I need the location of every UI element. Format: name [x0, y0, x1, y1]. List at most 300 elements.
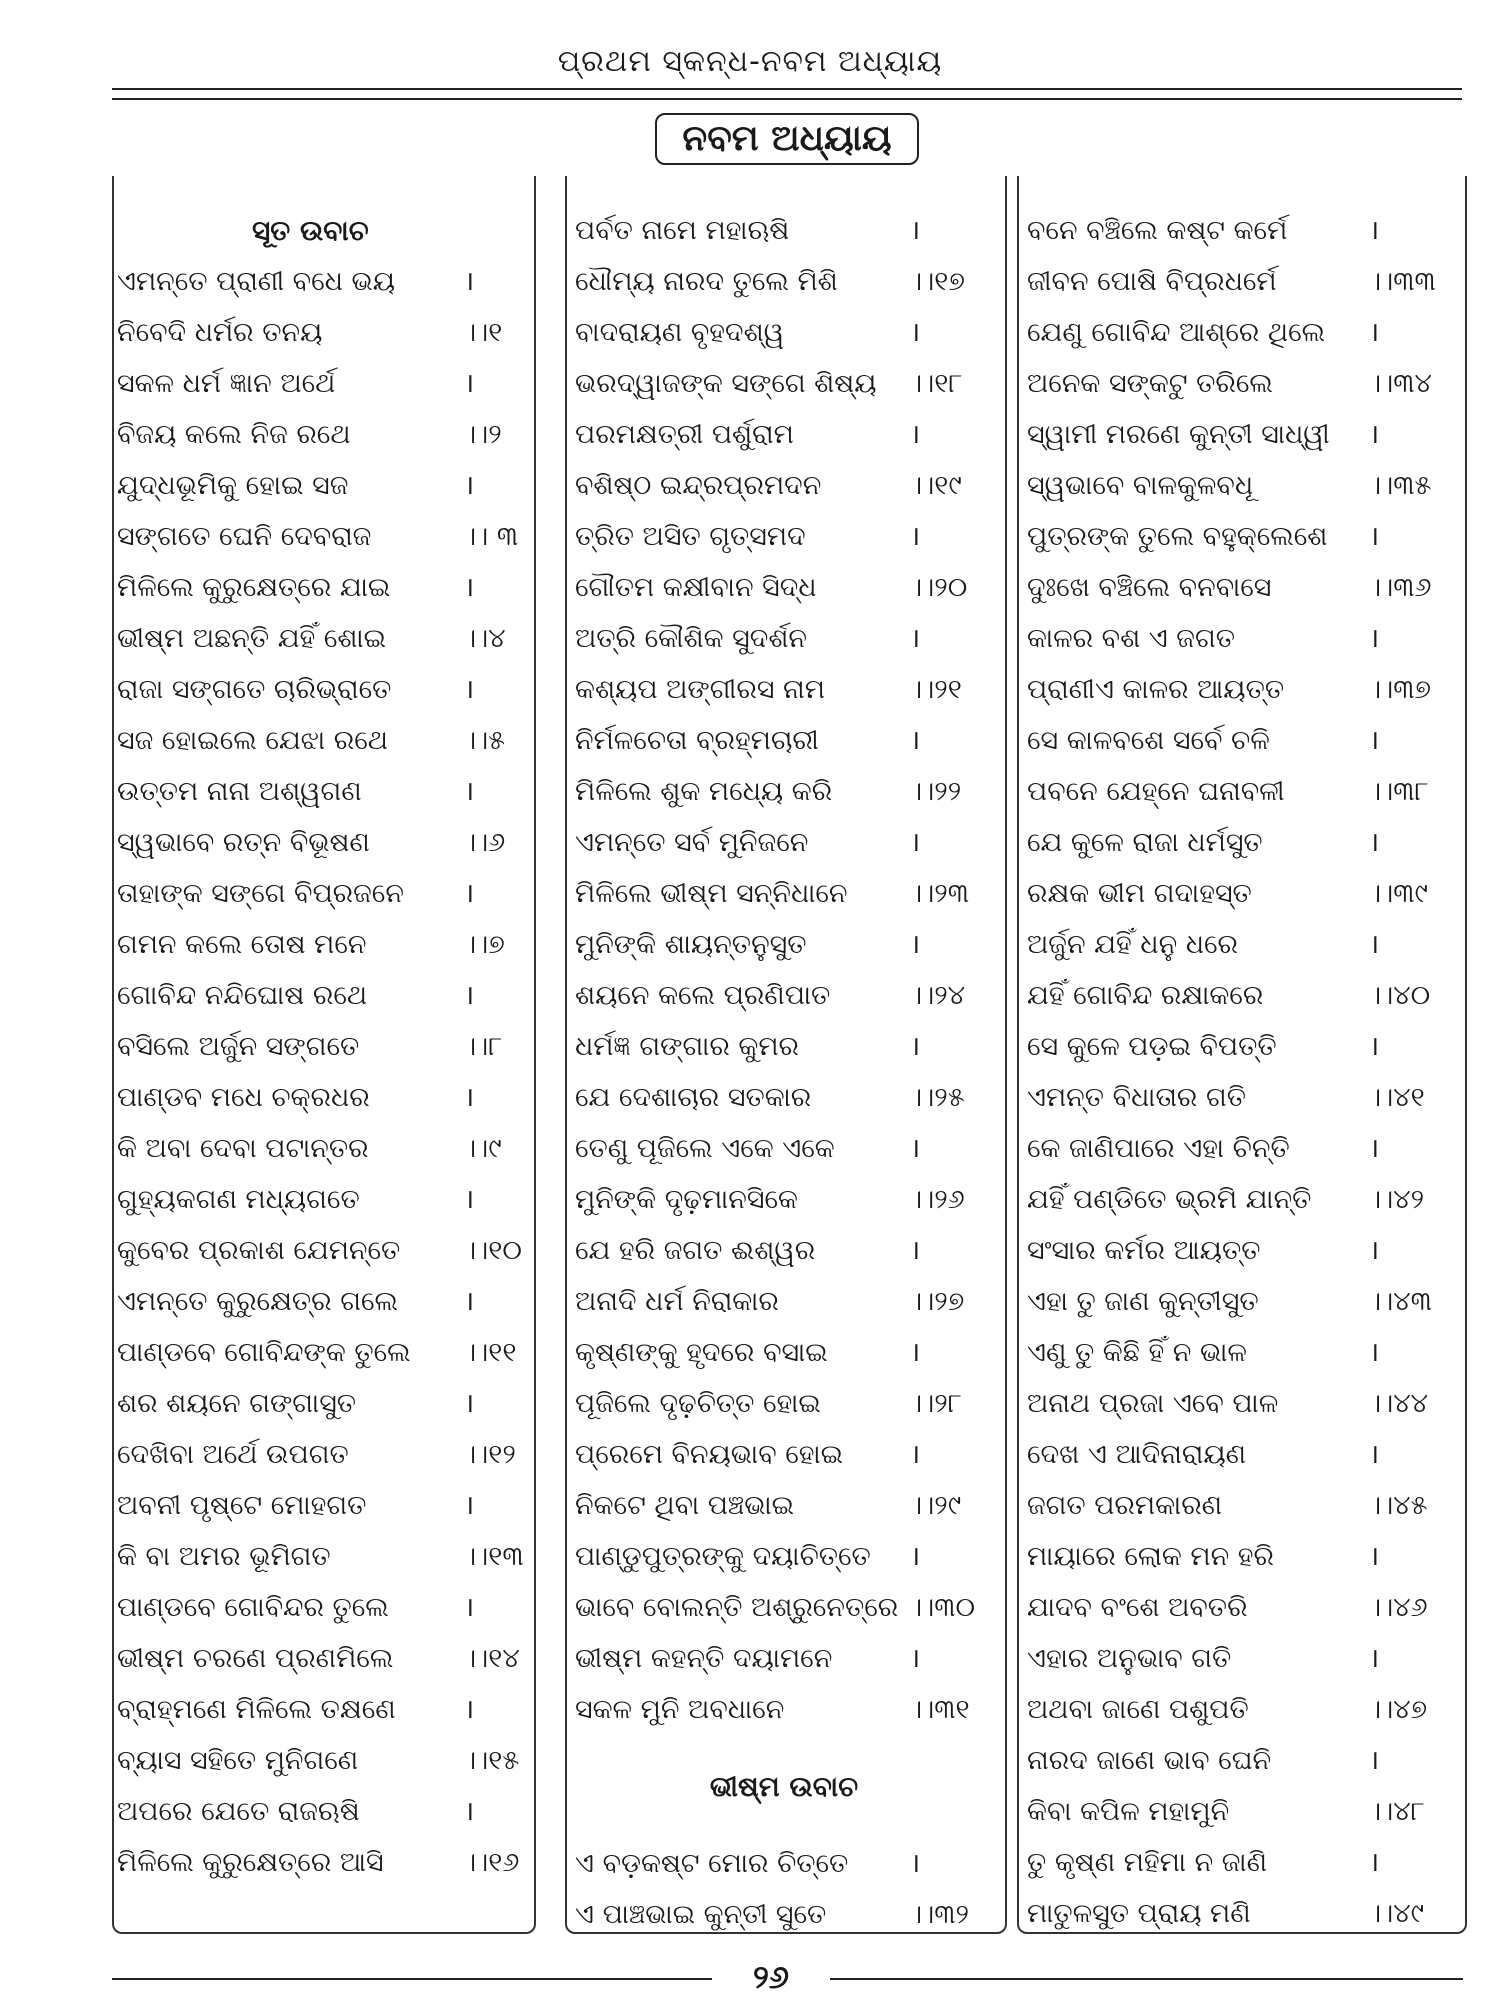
verse-line [112, 1225, 532, 1276]
verse-line [1017, 664, 1463, 715]
verse-text: ଧର୍ମଜ୍ଞ ଗଙ୍ଗାର କୁମର [575, 1031, 800, 1062]
verse-line [1017, 970, 1463, 1021]
verse-text: କି ଅବା ଦେବା ପଟାନ୍ତର [117, 1133, 369, 1164]
verse-line [565, 715, 1003, 766]
verse-line [1017, 1837, 1463, 1888]
verse-line [112, 1276, 532, 1327]
verse-text: ପୂଜିଲେ ଦୃଢ଼ଚିତ୍ତ ହୋଇ [575, 1388, 821, 1419]
verse-number: ।।୨୬ [910, 1184, 965, 1215]
verse-line [1017, 1531, 1463, 1582]
verse-number: । [910, 1235, 921, 1266]
verse-number: । [910, 929, 921, 960]
verse-text: ଏମନ୍ତେ ପ୍ରାଣୀ ବଧେ ଭୟ [117, 266, 396, 297]
verse-text: ତ୍ରିତ ଅସିତ ଗୃତ୍ସମଦ [575, 521, 806, 552]
verse-text: ଶର ଶୟନେ ଗଙ୍ଗାସୁତ [117, 1388, 357, 1419]
verse-line [565, 1429, 1003, 1480]
page-number: ୨୬ [752, 1958, 790, 1996]
verse-number: । [464, 980, 475, 1011]
verse-line [565, 1072, 1003, 1123]
verse-text: ସକଳ ମୁନି ଅବଧାନେ [575, 1694, 785, 1725]
verse-number: । [910, 725, 921, 756]
verse-text: ମିଳିଲେ କୁରୁକ୍ଷେତ୍ରେ ଆସି [117, 1847, 384, 1878]
verse-line [565, 1889, 1003, 1940]
verse-text: ତେଣୁ ପୂଜିଲେ ଏକେ ଏକେ [575, 1133, 835, 1164]
verse-text: ଏହାର ଅନୁଭାବ ଗତି [1027, 1643, 1232, 1674]
verse-text: ସଂସାର କର୍ମର ଆୟତ୍ତ [1027, 1235, 1261, 1266]
verse-line [565, 409, 1003, 460]
verse-number: । [1369, 419, 1380, 450]
verse-line [112, 1735, 532, 1786]
verse-text: ମିଳିଲେ ଶୁକ ମଧ୍ୟେ କରି [575, 776, 833, 807]
verse-text: ଅଥବା ଜାଣେ ପଶୁପତି [1027, 1694, 1249, 1725]
verse-number: ।।୩୫ [1369, 470, 1432, 501]
verse-text: ଦୁଃଖେ ବଞ୍ଚିଲେ ବନବାସେ [1027, 572, 1272, 603]
verse-number: । [464, 1694, 475, 1725]
verse-number: ।।୩୪ [1369, 368, 1432, 399]
verse-text: ଉତ୍ତମ ନାନା ଅଶ୍ୱଗଣ [117, 776, 362, 807]
verse-text: ସ୍ୱଭାବେ ରତ୍ନ ବିଭୂଷଣ [117, 827, 370, 858]
verse-number: ।।୧୩ [464, 1541, 524, 1572]
verse-line [1017, 919, 1463, 970]
verse-number: । [1369, 1643, 1380, 1674]
verse-number: ।।୧୭ [910, 266, 965, 297]
verse-text: ସେ କାଳବଶେ ସର୍ବେ ଚଳି [1027, 725, 1270, 756]
verse-line [112, 766, 532, 817]
verse-line [112, 1480, 532, 1531]
verse-number: । [1369, 1847, 1380, 1878]
verse-number: ।।୪୪ [1369, 1388, 1428, 1419]
verse-number: । [1369, 317, 1380, 348]
verse-line [1017, 358, 1463, 409]
verse-text: କି ବା ଅମର ଭୂମିଗତ [117, 1541, 331, 1572]
header-rule-inner [112, 98, 1462, 100]
verse-text: ମୁନିଙ୍କି ଦୃଢ଼ମାନସିକେ [575, 1184, 798, 1215]
verse-number: ।।୪୧ [1369, 1082, 1425, 1113]
verse-text: ଭୀଷ୍ମ ଅଛନ୍ତି ଯହିଁ ଶୋଇ [117, 623, 387, 654]
verse-line [112, 256, 532, 307]
footer-rule-left [112, 1978, 712, 1980]
verse-line [112, 970, 532, 1021]
verse-text: ଯେ ହରି ଜଗତ ଈଶ୍ୱର [575, 1235, 816, 1266]
verse-text: ସକଳ ଧର୍ମ ଜ୍ଞାନ ଅର୍ଥେ [117, 368, 336, 399]
verse-number: ।।୧୫ [464, 1745, 520, 1776]
verse-line [1017, 1735, 1463, 1786]
verse-number: ।।୩୯ [1369, 878, 1428, 909]
verse-number: । [464, 1490, 475, 1521]
verse-line [565, 1021, 1003, 1072]
verse-number: ।।୩୦ [910, 1592, 976, 1623]
verse-text: ନିର୍ମଳଚେତା ବ୍ରହ୍ମଚାରୀ [575, 725, 819, 756]
verse-number: । [1369, 725, 1380, 756]
verse-number: ।।୨୭ [910, 1286, 965, 1317]
verse-number: । [464, 572, 475, 603]
verse-text: ଭରଦ୍ୱାଜଙ୍କ ସଙ୍ଗେ ଶିଷ୍ୟ [575, 368, 877, 399]
verse-line [112, 511, 532, 562]
verse-line [112, 1633, 532, 1684]
verse-number: ।।୪୮ [1369, 1796, 1425, 1827]
verse-text: ବ୍ୟାସ ସହିତେ ମୁନିଗଣେ [117, 1745, 359, 1776]
verse-text: ଏମନ୍ତେ କୁରୁକ୍ଷେତ୍ର ଗଲେ [117, 1286, 398, 1317]
verse-line [565, 1225, 1003, 1276]
verse-text: ପୁତ୍ରଙ୍କ ତୁଲେ ବହୁକ୍ଲେଶେ [1027, 521, 1328, 552]
verse-number: । [464, 1286, 475, 1317]
verse-number: । [910, 521, 921, 552]
verse-number: ।।୧୪ [464, 1643, 520, 1674]
verse-line [1017, 1123, 1463, 1174]
verse-number: ।।୨୩ [910, 878, 969, 909]
verse-number: ।।୨୨ [910, 776, 962, 807]
verse-number: ।।୪୭ [1369, 1694, 1428, 1725]
verse-text: ଏ ବଡ଼କଷ୍ଟ ମୋର ଚିତ୍ତେ [575, 1848, 849, 1879]
verse-line [1017, 256, 1463, 307]
verse-text: ସଙ୍ଗତେ ଘେନି ଦେବରାଜ [117, 521, 372, 552]
verse-number: ।।୧୦ [464, 1235, 522, 1266]
verse-line [1017, 460, 1463, 511]
verse-text: କେ ଜାଣିପାରେ ଏହା ଚିନ୍ତି [1027, 1133, 1290, 1164]
verse-line [112, 1378, 532, 1429]
chapter-title: ନବମ ଅଧ୍ୟାୟ [655, 113, 919, 165]
verse-line [1017, 409, 1463, 460]
verse-line [112, 358, 532, 409]
verse-number: ।।୪୩ [1369, 1286, 1432, 1317]
verse-number: । [1369, 1133, 1380, 1164]
verse-line [112, 1327, 532, 1378]
verse-line [565, 664, 1003, 715]
verse-number: ।।୧ [464, 317, 503, 348]
verse-line [112, 664, 532, 715]
verse-number: ।।୧୮ [910, 368, 963, 399]
verse-text: କୃଷ୍ଣଙ୍କୁ ହୃଦରେ ବସାଇ [575, 1337, 828, 1368]
verse-number: ।।୩୮ [1369, 776, 1429, 807]
verse-text: ନିକଟେ ଥିବା ପଞ୍ଚଭାଇ [575, 1490, 795, 1521]
verse-text: ଶୟନେ କଲେ ପ୍ରଣିପାତ [575, 980, 831, 1011]
verse-line [1017, 1378, 1463, 1429]
verse-number: ।।୪୬ [1369, 1592, 1428, 1623]
verse-line [565, 970, 1003, 1021]
verse-line [565, 358, 1003, 409]
verse-text: ମିଳିଲେ ଭୀଷ୍ମ ସନ୍ନିଧାନେ [575, 878, 848, 909]
verse-line [565, 1123, 1003, 1174]
verse-text: ଏଣୁ ତୁ କିଛି ହିଁ ନ ଭାଳ [1027, 1337, 1247, 1368]
verse-line [112, 409, 532, 460]
verse-number: । [910, 1541, 921, 1572]
verse-line [1017, 613, 1463, 664]
verse-line [1017, 1276, 1463, 1327]
verse-line [112, 868, 532, 919]
verse-line [1017, 1786, 1463, 1837]
verse-text: ବନେ ବଞ୍ଚିଲେ କଷ୍ଟ କର୍ମେ [1027, 215, 1288, 246]
verse-line [112, 919, 532, 970]
verse-line [565, 205, 1003, 256]
verse-line [112, 1072, 532, 1123]
verse-text: ଯେ ଦେଶାଚାର ସତକାର [575, 1082, 812, 1113]
verse-text: ପାଣ୍ଡବ ମଧେ ଚକ୍ରଧର [117, 1082, 370, 1113]
verse-text: ଏହା ତୁ ଜାଣ କୁନ୍ତୀସୁତ [1027, 1286, 1259, 1317]
verse-column-1 [112, 205, 532, 1888]
verse-text: ପର୍ବତ ନାମେ ମହାଋଷି [575, 215, 790, 246]
verse-text: ସଜ ହୋଇଲେ ଯେଝା ରଥେ [117, 725, 388, 756]
verse-line [1017, 1327, 1463, 1378]
verse-number: ।।୪୫ [1369, 1490, 1428, 1521]
verse-text: ରକ୍ଷକ ଭୀମ ଗଦାହସ୍ତ [1027, 878, 1252, 909]
verse-text: ଜୀବନ ପୋଷି ବିପ୍ରଧର୍ମେ [1027, 266, 1277, 297]
verse-line [112, 1786, 532, 1837]
verse-text: ବିଜୟ କଲେ ନିଜ ରଥେ [117, 419, 351, 450]
verse-text: ପରମକ୍ଷତ୍ରୀ ପର୍ଶୁରାମ [575, 419, 794, 450]
verse-text: ପାଣ୍ଡୁପୁତ୍ରଙ୍କୁ ଦୟାଚିତ୍ତେ [575, 1541, 871, 1572]
verse-number: । [1369, 521, 1380, 552]
verse-text: ଭୀଷ୍ମ କହନ୍ତି ଦୟାମନେ [575, 1643, 833, 1674]
verse-number: । [910, 215, 921, 246]
verse-line [1017, 1480, 1463, 1531]
verse-line [1017, 715, 1463, 766]
verse-text: ଜଗତ ପରମକାରଣ [1027, 1490, 1223, 1521]
verse-text: ପ୍ରେମେ ବିନୟଭାବ ହୋଇ [575, 1439, 844, 1470]
verse-text: ବ୍ରାହ୍ମଣେ ମିଳିଲେ ତକ୍ଷଣେ [117, 1694, 396, 1725]
verse-line [112, 460, 532, 511]
verse-line [1017, 1633, 1463, 1684]
verse-text: ଯୁଦ୍ଧଭୂମିକୁ ହୋଇ ସଜ [117, 470, 349, 501]
verse-line [1017, 1429, 1463, 1480]
verse-line [112, 817, 532, 868]
verse-number: । [1369, 1235, 1380, 1266]
verse-number: ।।୨୧ [910, 674, 962, 705]
verse-number: ।।୬ [464, 827, 506, 858]
verse-number: । [910, 827, 921, 858]
verse-number: । [464, 266, 475, 297]
verse-number: । [1369, 1337, 1380, 1368]
verse-line [565, 1480, 1003, 1531]
verse-number: ।।୨୫ [910, 1082, 965, 1113]
verse-text: ଏମନ୍ତେ ସର୍ବ ମୁନିଜନେ [575, 827, 809, 858]
section-heading: ସୂତ ଉବାଚ [252, 214, 369, 247]
verse-number: ।।୨୦ [910, 572, 968, 603]
verse-line [112, 1429, 532, 1480]
verse-number: । [910, 317, 921, 348]
verse-line [112, 1531, 532, 1582]
verse-line [565, 1276, 1003, 1327]
verse-line [1017, 1225, 1463, 1276]
verse-line [1017, 766, 1463, 817]
verse-number: ।।୧୨ [464, 1439, 516, 1470]
verse-number: । [464, 776, 475, 807]
verse-number: । [464, 1184, 475, 1215]
verse-number: । [910, 1031, 921, 1062]
verse-text: ମୁନିଙ୍କି ଶାୟନ୍ତନୁସୁତ [575, 929, 807, 960]
verse-text: କୁବେର ପ୍ରକାଶ ଯେମନ୍ତେ [117, 1235, 401, 1266]
verse-text: ଯହିଁ ପଣ୍ଡିତେ ଭ୍ରମି ଯାନ୍ତି [1027, 1184, 1312, 1215]
verse-line [565, 1531, 1003, 1582]
verse-number: । [464, 1082, 475, 1113]
verse-number: । [910, 1133, 921, 1164]
verse-line [1017, 1582, 1463, 1633]
verse-number: । [910, 623, 921, 654]
verse-number: । [464, 470, 475, 501]
verse-line [112, 613, 532, 664]
verse-text: ଭାବେ ବୋଲନ୍ତି ଅଶ୍ରୁନେତ୍ରେ [575, 1592, 899, 1623]
verse-number: ।।୩୧ [910, 1694, 970, 1725]
verse-number: । [1369, 1031, 1380, 1062]
verse-text: କାଳର ବଶ ଏ ଜଗତ [1027, 623, 1235, 654]
verse-text: ତାହାଙ୍କ ସଙ୍ଗେ ବିପ୍ରଜନେ [117, 878, 404, 909]
verse-text: ବାଦରାୟଣ ବୃହଦଶ୍ୱ [575, 317, 785, 348]
verse-number: । [910, 419, 921, 450]
header-rule [112, 88, 1462, 90]
verse-number: ।।୩୩ [1369, 266, 1436, 297]
verse-text: ସେ କୁଳେ ପଡ଼ଇ ବିପତ୍ତି [1027, 1031, 1277, 1062]
verse-text: ଗମନ କଲେ ତୋଷ ମନେ [117, 929, 367, 960]
verse-text: ନାରଦ ଜାଣେ ଭାବ ଘେନି [1027, 1745, 1272, 1776]
verse-line [1017, 562, 1463, 613]
verse-text: କିବା କପିଳ ମହାମୁନି [1027, 1796, 1230, 1827]
verse-number: । [1369, 1745, 1380, 1776]
verse-line [112, 1582, 532, 1633]
verse-number: ।।୪୦ [1369, 980, 1431, 1011]
verse-text: କଶ୍ୟପ ଅଙ୍ଗୀରସ ନାମ [575, 674, 825, 705]
verse-line [565, 817, 1003, 868]
verse-text: ପବନେ ଯେହ୍ନେ ଘନାବଳୀ [1027, 776, 1285, 807]
verse-text: ନିବେଦି ଧର୍ମର ତନୟ [117, 317, 323, 348]
verse-line [565, 511, 1003, 562]
verse-text: ଯହିଁ ଗୋବିନ୍ଦ ରକ୍ଷାକରେ [1027, 980, 1264, 1011]
verse-line [565, 307, 1003, 358]
verse-text: ମିଳିଲେ କୁରୁକ୍ଷେତ୍ରେ ଯାଇ [117, 572, 391, 603]
verse-number: । [1369, 1439, 1380, 1470]
verse-line [565, 766, 1003, 817]
verse-number: ।।୫ [464, 725, 506, 756]
verse-text: ବଶିଷ୍ଠ ଇନ୍ଦ୍ରପ୍ରମଦନ [575, 470, 822, 501]
verse-number: । [1369, 929, 1380, 960]
verse-line [1017, 1684, 1463, 1735]
verse-number: । [1369, 215, 1380, 246]
verse-line [112, 1684, 532, 1735]
verse-text: ତୁ କୃଷ୍ଣ ମହିମା ନ ଜାଣି [1027, 1847, 1267, 1878]
verse-text: ମାୟାରେ ଲୋକ ମନ ହରି [1027, 1541, 1274, 1572]
verse-text: ଅର୍ଜୁନ ଯହିଁ ଧନୁ ଧରେ [1027, 929, 1239, 960]
running-header: ପ୍ରଥମ ସ୍କନ୍ଧ-ନବମ ଅଧ୍ୟାୟ [557, 44, 943, 79]
verse-line [1017, 1888, 1463, 1939]
verse-text: ଗୁହ୍ୟକଗଣ ମଧ୍ୟଗତେ [117, 1184, 360, 1215]
verse-number: ।।୨ [464, 419, 502, 450]
verse-text: ଏ ପାଞ୍ଚଭାଇ କୁନ୍ତୀ ସୁତେ [575, 1899, 827, 1930]
verse-line [565, 1378, 1003, 1429]
verse-number: ।।୯ [464, 1133, 502, 1164]
verse-line [112, 715, 532, 766]
verse-line [1017, 817, 1463, 868]
verse-text: ରାଜା ସଙ୍ଗତେ ଚାରିଭ୍ରାତେ [117, 674, 392, 705]
verse-line [1017, 868, 1463, 919]
verse-number: ।।୪ [464, 623, 506, 654]
verse-number: ।।୨୮ [910, 1388, 962, 1419]
verse-text: ଏମନ୍ତ ବିଧାତାର ଗତି [1027, 1082, 1246, 1113]
verse-line [565, 1582, 1003, 1633]
verse-number: । [910, 1848, 921, 1879]
verse-number: । [910, 1643, 921, 1674]
verse-number: ।।୭ [464, 929, 505, 960]
verse-text: ଗୌତମ କକ୍ଷୀବାନ ସିଦ୍ଧ [575, 572, 817, 603]
verse-text: ଦେଖ ଏ ଆଦିନାରାୟଣ [1027, 1439, 1247, 1470]
verse-number: । [464, 674, 475, 705]
verse-line [1017, 1072, 1463, 1123]
verse-number: । [464, 878, 475, 909]
verse-column-2 [565, 205, 1003, 1940]
verse-number: ।।୩୬ [1369, 572, 1432, 603]
verse-line [565, 868, 1003, 919]
verse-text: ଗୋବିନ୍ଦ ନନ୍ଦିଘୋଷ ରଥେ [117, 980, 368, 1011]
verse-number: । [464, 368, 475, 399]
verse-number: ।।୮ [464, 1031, 503, 1062]
verse-text: ଅନେକ ସଙ୍କଟୁ ତରିଲେ [1027, 368, 1273, 399]
verse-text: ଦେଖିବା ଅର୍ଥେ ଉପଗତ [117, 1439, 349, 1470]
verse-number: ।।୩୨ [910, 1899, 969, 1930]
verse-line [565, 919, 1003, 970]
verse-text: ଅତ୍ରି କୌଶିକ ସୁଦର୍ଶନ [575, 623, 808, 654]
verse-line [565, 1174, 1003, 1225]
verse-line [1017, 205, 1463, 256]
verse-number: ।।୧୬ [464, 1847, 520, 1878]
verse-text: ସ୍ୱାମୀ ମରଣେ କୁନ୍ତୀ ସାଧ୍ୱୀ [1027, 419, 1330, 450]
verse-line [112, 1021, 532, 1072]
verse-text: ଅପରେ ଯେତେ ରାଜଋଷି [117, 1796, 360, 1827]
section-heading: ଭୀଷ୍ମ ଉବାଚ [709, 1770, 859, 1803]
verse-text: ପ୍ରାଣୀଏ କାଳର ଆୟତ୍ତ [1027, 674, 1285, 705]
verse-number: । [464, 1592, 475, 1623]
verse-text: ଭୀଷ୍ମ ଚରଣେ ପ୍ରଣମିଲେ [117, 1643, 394, 1674]
verse-number: । [1369, 1541, 1380, 1572]
verse-line [112, 307, 532, 358]
verse-line [565, 613, 1003, 664]
verse-line [1017, 307, 1463, 358]
verse-text: ଅନାଥ ପ୍ରଜା ଏବେ ପାଳ [1027, 1388, 1279, 1419]
verse-text: ଯେଣୁ ଗୋବିନ୍ଦ ଆଶ୍ରେ ଥିଲେ [1027, 317, 1326, 348]
verse-line [565, 1684, 1003, 1735]
verse-line [1017, 511, 1463, 562]
verse-number: ।।୨୯ [910, 1490, 962, 1521]
verse-number: । [464, 1796, 475, 1827]
verse-text: ସ୍ୱଭାବେ ବାଳକୁଳବଧୂ [1027, 470, 1254, 501]
verse-text: ଧୌମ୍ୟ ନାରଦ ତୁଲେ ମିଶି [575, 266, 838, 297]
verse-number: । [1369, 827, 1380, 858]
verse-number: । [910, 1439, 921, 1470]
verse-line [565, 256, 1003, 307]
verse-text: ପାଣ୍ଡବେ ଗୋବିନ୍ଦର ତୁଲେ [117, 1592, 389, 1623]
verse-line [112, 562, 532, 613]
verse-column-3 [1017, 205, 1463, 1939]
verse-number: ।।୧୯ [910, 470, 962, 501]
verse-number: ।।୩୭ [1369, 674, 1432, 705]
verse-line [565, 1838, 1003, 1889]
verse-text: ଯାଦବ ବଂଶେ ଅବତରି [1027, 1592, 1248, 1623]
verse-line [565, 1633, 1003, 1684]
verse-text: ବସିଲେ ଅର୍ଜୁନ ସଙ୍ଗତେ [117, 1031, 360, 1062]
verse-line [565, 1327, 1003, 1378]
verse-number: ।।୨୪ [910, 980, 966, 1011]
verse-number: । [1369, 623, 1380, 654]
footer-rule-right [830, 1978, 1463, 1980]
verse-text: ଅନାଦି ଧର୍ମ ନିରାକାର [575, 1286, 779, 1317]
verse-text: ମାତୁଳସୁତ ପ୍ରାୟ ମଣି [1027, 1898, 1251, 1929]
verse-line [112, 1123, 532, 1174]
verse-number: ।।୪୯ [1369, 1898, 1425, 1929]
verse-text: ପାଣ୍ଡବେ ଗୋବିନ୍ଦଙ୍କ ତୁଲେ [117, 1337, 411, 1368]
verse-line [565, 562, 1003, 613]
verse-number: ।। ୩ [464, 521, 519, 552]
verse-line [1017, 1021, 1463, 1072]
verse-text: ଅବନୀ ପୃଷ୍ଟେ ମୋହଗତ [117, 1490, 367, 1521]
verse-line [565, 460, 1003, 511]
verse-line [112, 1837, 532, 1888]
verse-text: ଯେ କୁଳେ ରାଜା ଧର୍ମସୁତ [1027, 827, 1263, 858]
